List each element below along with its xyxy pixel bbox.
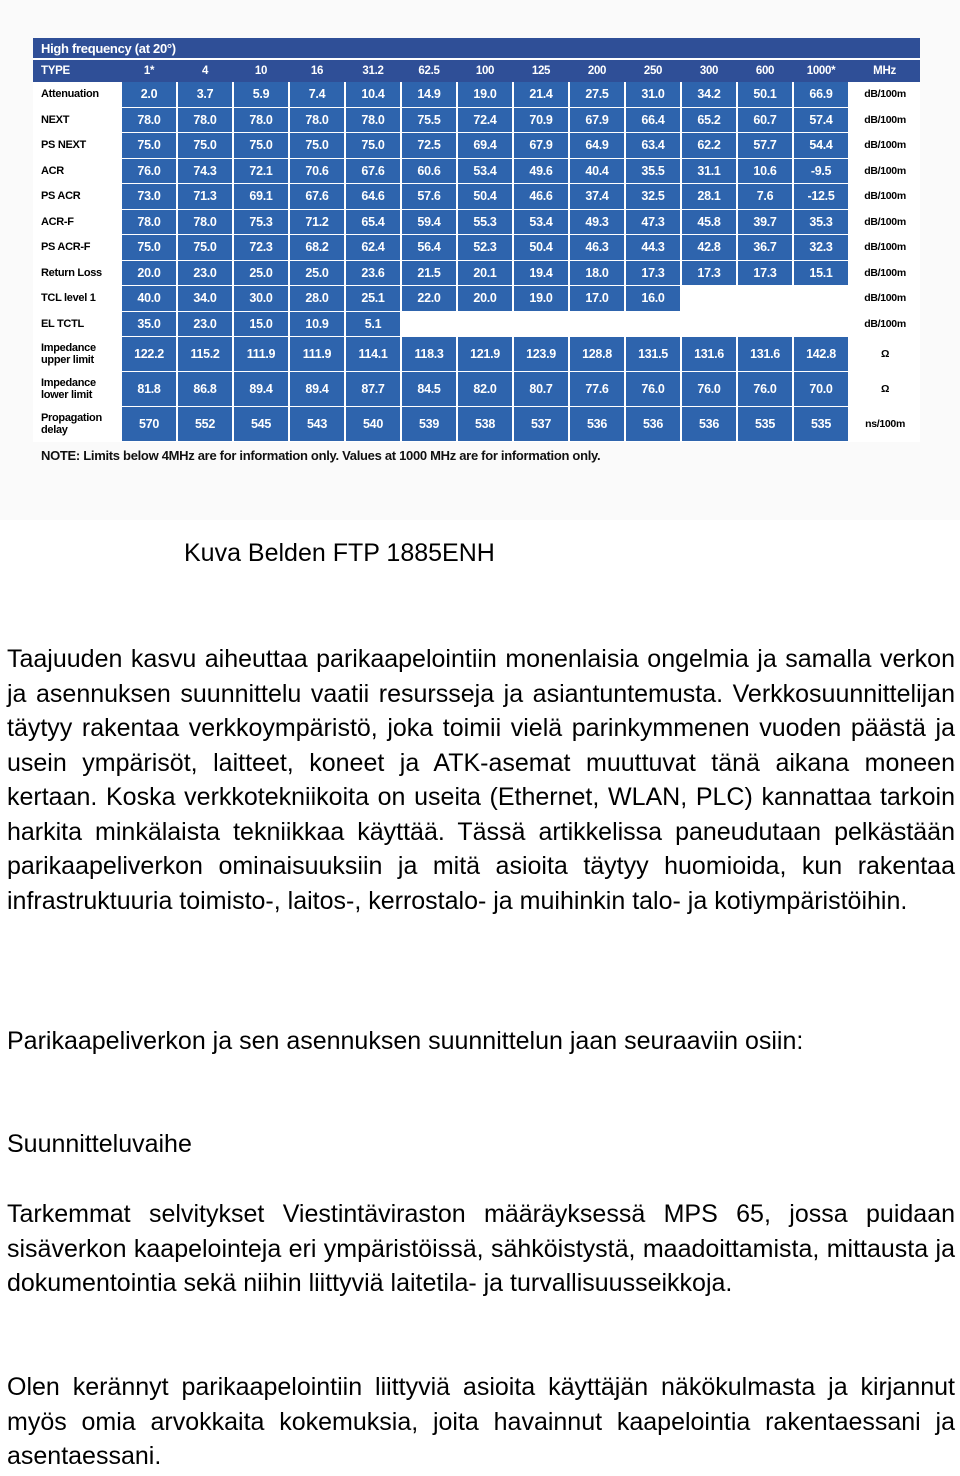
- table-cell-value: 89.4: [289, 372, 345, 407]
- table-cell-value: 20.0: [121, 260, 177, 286]
- table-cell-value: 16.0: [625, 286, 681, 312]
- row-parameter-label: Impedance upper limit: [33, 337, 121, 372]
- row-unit: dB/100m: [849, 286, 920, 312]
- column-header: 62.5: [401, 59, 457, 82]
- table-cell-value: 45.8: [681, 209, 737, 235]
- table-cell-value: 59.4: [401, 209, 457, 235]
- table-cell-value: 67.9: [513, 133, 569, 159]
- table-cell-value: 118.3: [401, 337, 457, 372]
- table-cell-value: 7.4: [289, 82, 345, 107]
- table-cell-value: 69.1: [233, 184, 289, 210]
- table-cell-value: 23.0: [177, 311, 233, 337]
- paragraph-regulation: Tarkemmat selvitykset Viestintäviraston määräyksessä MPS 65, jossa puidaan sisäverkon kaapelointeja eri ympäristöissä, sähköistystä, maadoittamista, mittausta ja dokumentointia sekä niihin liittyviä laitetila- ja turvallisuusseikkoja.: [7, 1200, 955, 1297]
- spec-table-title: High frequency (at 20°): [33, 38, 920, 59]
- table-cell-value: -12.5: [793, 184, 849, 210]
- table-cell-value: 62.4: [345, 235, 401, 261]
- table-cell-value: 27.5: [569, 82, 625, 107]
- table-row: [33, 235, 920, 261]
- table-cell-value: 552: [177, 407, 233, 442]
- table-cell-value: 54.4: [793, 133, 849, 159]
- column-header: 1*: [121, 59, 177, 82]
- table-row: [33, 407, 920, 442]
- table-cell-value: 19.0: [457, 82, 513, 107]
- table-cell-value: 25.1: [345, 286, 401, 312]
- table-cell-value: 570: [121, 407, 177, 442]
- spec-table-image: [0, 0, 960, 520]
- table-cell-value: 64.6: [345, 184, 401, 210]
- row-unit: dB/100m: [849, 133, 920, 159]
- row-parameter-label: PS ACR-F: [33, 235, 121, 261]
- column-header-type: TYPE: [33, 59, 121, 82]
- table-cell-value: -9.5: [793, 158, 849, 184]
- table-cell-value: 78.0: [121, 107, 177, 133]
- table-cell-value: 56.4: [401, 235, 457, 261]
- table-cell-value: 17.3: [681, 260, 737, 286]
- row-unit: Ω: [849, 337, 920, 372]
- row-unit: dB/100m: [849, 209, 920, 235]
- table-cell-value: 46.3: [569, 235, 625, 261]
- column-header: 100: [457, 59, 513, 82]
- row-unit: dB/100m: [849, 311, 920, 337]
- figure-caption: Kuva Belden FTP 1885ENH: [184, 539, 495, 567]
- table-cell-value: 15.0: [233, 311, 289, 337]
- column-header: 125: [513, 59, 569, 82]
- table-cell-value: 76.0: [737, 372, 793, 407]
- table-cell-value: 82.0: [457, 372, 513, 407]
- table-cell-value: [625, 311, 681, 337]
- table-cell-value: 39.7: [737, 209, 793, 235]
- table-cell-value: 25.0: [233, 260, 289, 286]
- table-cell-value: 74.3: [177, 158, 233, 184]
- table-cell-value: 80.7: [513, 372, 569, 407]
- table-row: [33, 372, 920, 407]
- table-cell-value: 72.3: [233, 235, 289, 261]
- table-cell-value: 35.0: [121, 311, 177, 337]
- table-cell-value: 65.2: [681, 107, 737, 133]
- table-row: [33, 184, 920, 210]
- table-cell-value: 114.1: [345, 337, 401, 372]
- table-cell-value: 25.0: [289, 260, 345, 286]
- table-cell-value: 60.6: [401, 158, 457, 184]
- table-cell-value: 3.7: [177, 82, 233, 107]
- row-parameter-label: ACR: [33, 158, 121, 184]
- table-cell-value: 64.9: [569, 133, 625, 159]
- table-cell-value: 67.6: [289, 184, 345, 210]
- row-unit: dB/100m: [849, 184, 920, 210]
- table-cell-value: 142.8: [793, 337, 849, 372]
- table-cell-value: 67.6: [345, 158, 401, 184]
- row-parameter-label: PS ACR: [33, 184, 121, 210]
- table-cell-value: 17.0: [569, 286, 625, 312]
- table-cell-value: 540: [345, 407, 401, 442]
- table-cell-value: 31.1: [681, 158, 737, 184]
- table-cell-value: 40.0: [121, 286, 177, 312]
- table-cell-value: 35.5: [625, 158, 681, 184]
- table-cell-value: 72.5: [401, 133, 457, 159]
- paragraph-intro: Taajuuden kasvu aiheuttaa parikaapelointiin monenlaisia ongelmia ja samalla verkon ja asennuksen suunnittelu vaatii resursseja ja asiantuntemusta. Verkkosuunnittelijan täytyy rakentaa verkkoympäristö, joka toimii vielä parinkymmenen vuoden päästä ja usein ympärisöt, laitteet, koneet ja ATK-asemat muuttuvat tänä aikana moneen kertaan. Koska verkkotekniikoita on useita (Ethernet, WLAN, PLC) kannattaa tarkoin harkita minkälaista tekniikkaa käyttää. Tässä artikkelissa paneudutaan pelkästään parikaapeliverkon ominaisuuksiin ja mitä asioita täytyy huomioida, kun rakentaa infrastruktuuria toimisto-, laitos-, kerrostalo- ja muihinkin talo- ja kotiympäristöihin.: [7, 645, 955, 915]
- paragraph-parts: Parikaapeliverkon ja sen asennuksen suunnittelun jaan seuraaviin osiin:: [7, 1027, 804, 1055]
- table-cell-value: 52.3: [457, 235, 513, 261]
- table-cell-value: 121.9: [457, 337, 513, 372]
- table-cell-value: 75.3: [233, 209, 289, 235]
- paragraph-heading-planning: Suunnitteluvaihe: [7, 1130, 192, 1158]
- table-cell-value: 75.0: [177, 235, 233, 261]
- table-cell-value: 65.4: [345, 209, 401, 235]
- table-cell-value: 30.0: [233, 286, 289, 312]
- row-unit: ns/100m: [849, 407, 920, 442]
- table-cell-value: 538: [457, 407, 513, 442]
- table-cell-value: [569, 311, 625, 337]
- table-cell-value: 75.0: [121, 235, 177, 261]
- row-unit: dB/100m: [849, 82, 920, 107]
- table-cell-value: 536: [681, 407, 737, 442]
- paragraph-experience: Olen kerännyt parikaapelointiin liittyviä asioita käyttäjän näkökulmasta ja kirjannut myös omia arvokkaita kokemuksia, joita havainnut kaapelointia rakentaessani ja asentaessani.: [7, 1373, 955, 1470]
- table-cell-value: 87.7: [345, 372, 401, 407]
- table-cell-value: 57.6: [401, 184, 457, 210]
- table-row: [33, 337, 920, 372]
- table-cell-value: 21.5: [401, 260, 457, 286]
- table-cell-value: 5.9: [233, 82, 289, 107]
- table-cell-value: 20.1: [457, 260, 513, 286]
- table-cell-value: 76.0: [625, 372, 681, 407]
- spec-table-header-row: [33, 59, 920, 82]
- table-cell-value: 89.4: [233, 372, 289, 407]
- table-cell-value: 50.4: [457, 184, 513, 210]
- table-cell-value: [737, 286, 793, 312]
- column-header: 10: [233, 59, 289, 82]
- row-parameter-label: Return Loss: [33, 260, 121, 286]
- table-cell-value: 537: [513, 407, 569, 442]
- table-cell-value: 62.2: [681, 133, 737, 159]
- table-cell-value: 543: [289, 407, 345, 442]
- table-cell-value: 37.4: [569, 184, 625, 210]
- table-cell-value: 28.0: [289, 286, 345, 312]
- table-cell-value: 10.9: [289, 311, 345, 337]
- table-cell-value: 50.1: [737, 82, 793, 107]
- table-cell-value: 545: [233, 407, 289, 442]
- table-cell-value: 75.0: [121, 133, 177, 159]
- spec-table-note: NOTE: Limits below 4MHz are for information only. Values at 1000 MHz are for information only.: [41, 448, 601, 463]
- table-cell-value: 55.3: [457, 209, 513, 235]
- table-row: [33, 133, 920, 159]
- column-header: MHz: [849, 59, 920, 82]
- table-cell-value: 70.6: [289, 158, 345, 184]
- table-row: [33, 82, 920, 107]
- table-cell-value: 49.3: [569, 209, 625, 235]
- table-cell-value: 17.3: [737, 260, 793, 286]
- row-parameter-label: PS NEXT: [33, 133, 121, 159]
- table-cell-value: 53.4: [457, 158, 513, 184]
- row-unit: dB/100m: [849, 260, 920, 286]
- table-cell-value: 46.6: [513, 184, 569, 210]
- table-cell-value: [681, 311, 737, 337]
- table-cell-value: 35.3: [793, 209, 849, 235]
- row-unit: dB/100m: [849, 158, 920, 184]
- table-cell-value: 40.4: [569, 158, 625, 184]
- row-parameter-label: Attenuation: [33, 82, 121, 107]
- table-cell-value: [681, 286, 737, 312]
- table-cell-value: 17.3: [625, 260, 681, 286]
- table-cell-value: 70.0: [793, 372, 849, 407]
- row-parameter-label: Impedance lower limit: [33, 372, 121, 407]
- table-cell-value: 66.9: [793, 82, 849, 107]
- table-cell-value: [793, 311, 849, 337]
- table-cell-value: 72.1: [233, 158, 289, 184]
- table-cell-value: [401, 311, 457, 337]
- table-cell-value: 42.8: [681, 235, 737, 261]
- table-cell-value: 128.8: [569, 337, 625, 372]
- table-cell-value: 86.8: [177, 372, 233, 407]
- table-cell-value: 2.0: [121, 82, 177, 107]
- table-cell-value: 77.6: [569, 372, 625, 407]
- table-cell-value: 75.0: [345, 133, 401, 159]
- table-cell-value: 70.9: [513, 107, 569, 133]
- table-cell-value: 36.7: [737, 235, 793, 261]
- row-unit: dB/100m: [849, 235, 920, 261]
- table-cell-value: 535: [793, 407, 849, 442]
- row-parameter-label: TCL level 1: [33, 286, 121, 312]
- table-cell-value: 50.4: [513, 235, 569, 261]
- table-cell-value: 75.0: [289, 133, 345, 159]
- table-cell-value: 539: [401, 407, 457, 442]
- row-unit: dB/100m: [849, 107, 920, 133]
- table-cell-value: 84.5: [401, 372, 457, 407]
- table-cell-value: 536: [625, 407, 681, 442]
- table-cell-value: 76.0: [681, 372, 737, 407]
- column-header: 4: [177, 59, 233, 82]
- table-cell-value: 23.0: [177, 260, 233, 286]
- table-cell-value: 111.9: [233, 337, 289, 372]
- table-cell-value: [737, 311, 793, 337]
- table-cell-value: 14.9: [401, 82, 457, 107]
- table-cell-value: 535: [737, 407, 793, 442]
- table-cell-value: 72.4: [457, 107, 513, 133]
- table-cell-value: 34.0: [177, 286, 233, 312]
- table-cell-value: 73.0: [121, 184, 177, 210]
- table-cell-value: 19.0: [513, 286, 569, 312]
- table-row: [33, 158, 920, 184]
- table-cell-value: 78.0: [345, 107, 401, 133]
- table-cell-value: 131.6: [737, 337, 793, 372]
- table-row: [33, 107, 920, 133]
- table-cell-value: 63.4: [625, 133, 681, 159]
- table-cell-value: 5.1: [345, 311, 401, 337]
- table-cell-value: 131.6: [681, 337, 737, 372]
- table-cell-value: 78.0: [177, 107, 233, 133]
- table-cell-value: 10.4: [345, 82, 401, 107]
- table-cell-value: 75.0: [177, 133, 233, 159]
- column-header: 200: [569, 59, 625, 82]
- table-cell-value: 71.3: [177, 184, 233, 210]
- row-unit: Ω: [849, 372, 920, 407]
- table-cell-value: 66.4: [625, 107, 681, 133]
- table-cell-value: 75.5: [401, 107, 457, 133]
- table-cell-value: 23.6: [345, 260, 401, 286]
- spec-table-body: [33, 82, 920, 442]
- table-cell-value: 47.3: [625, 209, 681, 235]
- spec-table: [33, 38, 920, 442]
- column-header: 31.2: [345, 59, 401, 82]
- table-cell-value: 111.9: [289, 337, 345, 372]
- table-cell-value: 18.0: [569, 260, 625, 286]
- table-cell-value: 57.4: [793, 107, 849, 133]
- table-cell-value: 60.7: [737, 107, 793, 133]
- row-parameter-label: ACR-F: [33, 209, 121, 235]
- table-cell-value: 15.1: [793, 260, 849, 286]
- spec-table-wrapper: [33, 38, 920, 463]
- table-cell-value: 32.3: [793, 235, 849, 261]
- column-header: 1000*: [793, 59, 849, 82]
- column-header: 600: [737, 59, 793, 82]
- table-row: [33, 286, 920, 312]
- table-cell-value: 71.2: [289, 209, 345, 235]
- table-cell-value: 57.7: [737, 133, 793, 159]
- table-cell-value: 20.0: [457, 286, 513, 312]
- table-cell-value: 536: [569, 407, 625, 442]
- table-cell-value: 78.0: [121, 209, 177, 235]
- table-cell-value: 69.4: [457, 133, 513, 159]
- table-row: [33, 209, 920, 235]
- row-parameter-label: EL TCTL: [33, 311, 121, 337]
- table-cell-value: 10.6: [737, 158, 793, 184]
- table-cell-value: 7.6: [737, 184, 793, 210]
- table-cell-value: 78.0: [177, 209, 233, 235]
- table-cell-value: 28.1: [681, 184, 737, 210]
- table-cell-value: [513, 311, 569, 337]
- table-cell-value: 31.0: [625, 82, 681, 107]
- table-cell-value: 115.2: [177, 337, 233, 372]
- table-cell-value: 75.0: [233, 133, 289, 159]
- table-cell-value: 44.3: [625, 235, 681, 261]
- table-cell-value: 53.4: [513, 209, 569, 235]
- table-cell-value: 34.2: [681, 82, 737, 107]
- table-cell-value: 131.5: [625, 337, 681, 372]
- table-cell-value: 78.0: [289, 107, 345, 133]
- table-row: [33, 311, 920, 337]
- table-cell-value: 21.4: [513, 82, 569, 107]
- table-cell-value: [793, 286, 849, 312]
- table-cell-value: 67.9: [569, 107, 625, 133]
- table-cell-value: 68.2: [289, 235, 345, 261]
- table-row: [33, 260, 920, 286]
- table-cell-value: 76.0: [121, 158, 177, 184]
- table-cell-value: 78.0: [233, 107, 289, 133]
- column-header: 250: [625, 59, 681, 82]
- table-cell-value: 122.2: [121, 337, 177, 372]
- table-cell-value: 123.9: [513, 337, 569, 372]
- row-parameter-label: Propagation delay: [33, 407, 121, 442]
- table-cell-value: 81.8: [121, 372, 177, 407]
- table-cell-value: 49.6: [513, 158, 569, 184]
- column-header: 300: [681, 59, 737, 82]
- column-header: 16: [289, 59, 345, 82]
- table-cell-value: 22.0: [401, 286, 457, 312]
- row-parameter-label: NEXT: [33, 107, 121, 133]
- table-cell-value: [457, 311, 513, 337]
- table-cell-value: 19.4: [513, 260, 569, 286]
- table-cell-value: 32.5: [625, 184, 681, 210]
